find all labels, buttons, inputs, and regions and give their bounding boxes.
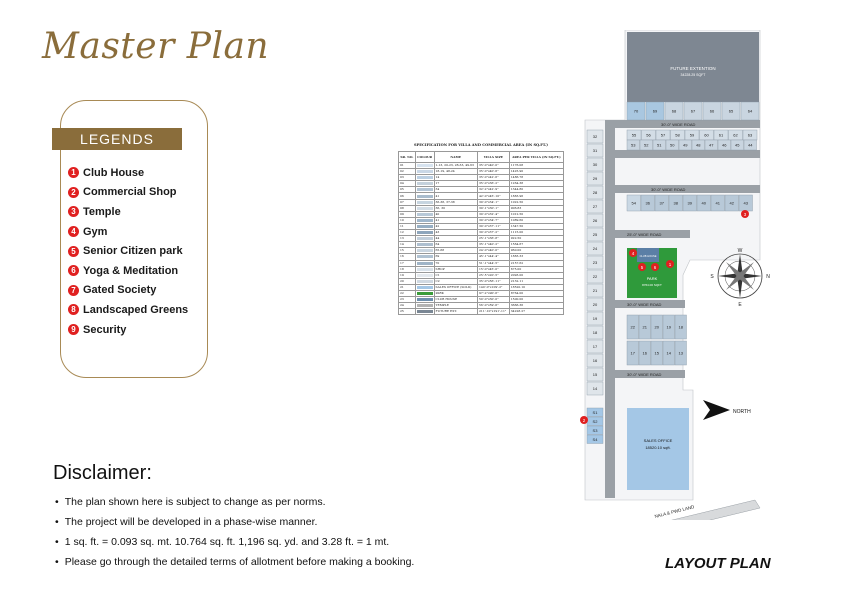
lot-number: 60	[704, 132, 709, 138]
spec-cell: 1883.96	[509, 193, 563, 199]
legend-label: Club House	[83, 166, 145, 179]
legend-number-icon: 5	[68, 246, 79, 257]
spec-cell: 09	[399, 211, 416, 217]
spec-cell: 30'-1"x30'-1"	[478, 205, 510, 211]
lots-row-3	[627, 195, 753, 211]
legend-number-icon: 8	[68, 304, 79, 315]
spec-cell: 45'-1"x44'-4"	[478, 254, 510, 260]
lot-number: 48	[696, 142, 701, 148]
legend-label: Gym	[83, 225, 108, 238]
disclaimer-item: • 1 sq. ft. = 0.093 sq. mt. 10.764 sq. ft. 1,196 sq. yd. and 3.28 ft. = 1 mt.	[55, 535, 414, 555]
page-title: Master Plan	[42, 26, 270, 67]
spec-cell: 43	[434, 230, 478, 236]
spec-cell: 3666.36	[509, 303, 563, 309]
spec-colour-cell	[415, 309, 434, 315]
legend-item	[68, 183, 188, 203]
svg-text:W: W	[737, 248, 743, 254]
spec-cell: 922.50	[509, 236, 563, 242]
spec-cell: 64	[434, 242, 478, 248]
disclaimer-item: • The project will be developed in a phase-wise manner.	[55, 515, 414, 535]
spec-cell: 36-38, 37-38	[434, 199, 478, 205]
specification-table	[398, 143, 564, 315]
spec-cell: 906.83	[509, 205, 563, 211]
spec-cell: 17	[434, 181, 478, 187]
spec-cell: 15	[399, 248, 416, 254]
legend-label: Landscaped Greens	[83, 303, 189, 316]
lot-number: 26	[592, 218, 598, 223]
lot-number: 17	[592, 344, 598, 349]
lot-number: 49	[683, 142, 688, 148]
lot-number: 45	[735, 142, 740, 148]
specification-title: SPECIFICATION FOR VILLA AND COMMERCIAL AREA (IN SQ.FT.)	[414, 143, 548, 147]
svg-text:5: 5	[640, 265, 644, 270]
spec-cell: SALES OFFICE (SOLD)	[434, 284, 478, 290]
spec-cell: 18520.10	[509, 284, 563, 290]
road-2	[605, 150, 760, 158]
spec-cell: 960.00	[509, 248, 563, 254]
lot-number: 42	[729, 200, 734, 206]
spec-cell: 23	[399, 297, 416, 303]
legend-item	[68, 241, 188, 261]
future-extension-label: FUTURE EXTENTION	[670, 66, 716, 71]
spec-cell: 1089.60	[509, 217, 563, 223]
spec-cell: 1344.80	[509, 187, 563, 193]
lot-number: 20	[592, 302, 598, 307]
park-area: 8764.00 SQFT	[642, 283, 662, 287]
road-label: 30'-0" WIDE ROAD	[651, 187, 686, 192]
spec-cell: 211'-10"x191'-11"	[478, 309, 510, 315]
north-label: NORTH	[733, 409, 751, 415]
lot-number: 23	[592, 260, 598, 265]
spec-header: COLOUR	[415, 152, 434, 163]
lot-number: 24	[592, 246, 598, 251]
spec-cell: 14	[399, 242, 416, 248]
lot-number: 30	[592, 162, 598, 167]
spec-cell: 35'-1"x40'-2"	[478, 242, 510, 248]
lot-number: 15	[592, 372, 598, 377]
legend-list	[68, 163, 188, 339]
spec-cell: 44	[434, 236, 478, 242]
spec-cell: C1	[434, 272, 478, 278]
legend-number-icon: 9	[68, 324, 79, 335]
lot-number: 38	[673, 200, 678, 206]
lot-number: 53	[631, 142, 636, 148]
spec-cell: 140'-0"x109'-2"	[478, 284, 510, 290]
spec-cell: 18-19, 48-24	[434, 169, 478, 175]
lot-number: 47	[709, 142, 714, 148]
lot-number: 16	[642, 350, 647, 356]
legend-number-icon: 4	[68, 226, 79, 237]
spec-cell: 51'-1"x44'-5"	[478, 260, 510, 266]
spec-cell: 25'-5"x20'-5"	[478, 272, 510, 278]
spec-cell: 21	[399, 284, 416, 290]
lot-number: 32	[592, 134, 598, 139]
spec-cell: 1264.38	[509, 181, 563, 187]
spec-cell: 12	[399, 230, 416, 236]
spec-cell: 35'-0"x36'-2"	[478, 181, 510, 187]
lot-number: 21	[592, 288, 598, 293]
nala-label: NALA & PWD LAND	[654, 504, 695, 519]
spec-cell: 25	[399, 309, 416, 315]
club-house-label: CLUB HOUSE	[639, 255, 657, 258]
lot-number: 66	[709, 108, 715, 114]
spec-cell: CLUB HOUSE	[434, 297, 478, 303]
spec-cell: 50'-0"x30'-0"	[478, 297, 510, 303]
spec-cell: 40	[434, 211, 478, 217]
spec-cell: 56'-0"x59'-6"	[478, 303, 510, 309]
spec-cell: 22	[399, 290, 416, 296]
lot-number: 59	[689, 132, 695, 138]
spec-cell: 04	[399, 181, 416, 187]
legend-number-icon: 6	[68, 265, 79, 276]
lot-number: 46	[722, 142, 727, 148]
spec-cell: 1500.00	[509, 297, 563, 303]
spec-cell: 69	[434, 254, 478, 260]
layout-plan-title: LAYOUT PLAN	[665, 555, 771, 572]
spec-cell: 11	[399, 223, 416, 229]
legend-item	[68, 300, 188, 320]
legend-label: Security	[83, 323, 127, 336]
lot-number: 28	[592, 190, 598, 195]
lot-number: 37	[659, 200, 664, 206]
spec-cell: 20	[399, 278, 416, 284]
spec-cell: 70	[434, 260, 478, 266]
spec-cell: 06	[399, 193, 416, 199]
spec-cell: 1022.50	[509, 199, 563, 205]
lot-number: S1	[592, 409, 598, 415]
spec-cell: 2157.62	[509, 260, 563, 266]
spec-row	[399, 309, 564, 315]
spec-cell: 01	[399, 163, 416, 169]
spec-cell: TEMPLE	[434, 303, 478, 309]
lot-number: 21	[642, 324, 647, 330]
spec-cell: 42	[434, 223, 478, 229]
spec-cell: 2093.00	[509, 272, 563, 278]
lot-number: 50	[670, 142, 675, 148]
road-label: 30'-0" WIDE ROAD	[627, 372, 662, 377]
spec-header: NAME	[434, 152, 478, 163]
legend-item	[68, 261, 188, 281]
spec-cell: SHOP	[434, 266, 478, 272]
spec-cell: 30'-0"x34'-1"	[478, 199, 510, 205]
lot-number: 18	[592, 330, 598, 335]
svg-text:E: E	[738, 302, 742, 308]
north-arrow-icon	[703, 400, 730, 420]
spec-cell: 17	[399, 260, 416, 266]
lot-number: 22	[630, 324, 635, 330]
lot-number: 13	[678, 350, 683, 356]
lot-number: 31	[592, 148, 598, 153]
lot-number: 52	[644, 142, 649, 148]
spec-header: AREA PER VILLA (IN SQ.FT.)	[509, 152, 563, 163]
svg-text:6: 6	[653, 265, 657, 270]
lot-number: 67	[690, 108, 696, 114]
spec-cell: 15'-0"x45'-0"	[478, 266, 510, 272]
spec-cell: 97'-2"x90'-6"	[478, 290, 510, 296]
spec-cell: 07	[399, 199, 416, 205]
spec-cell: 35'-0"x40'-6"	[478, 169, 510, 175]
lot-number: 18	[678, 324, 683, 330]
lot-number: 70	[633, 108, 639, 114]
lot-number: 63	[747, 132, 753, 138]
spec-cell: 35'-0"x56'-11"	[478, 278, 510, 284]
spec-cell: 30'-0"x34'-7"	[478, 217, 510, 223]
disclaimer-item: • Please go through the detailed terms of allotment before making a booking.	[55, 555, 414, 575]
lot-number: 15	[654, 350, 659, 356]
road-label: 30'-0" WIDE ROAD	[661, 122, 696, 127]
spec-cell: 41	[434, 217, 478, 223]
spec-cell: 8764.00	[509, 290, 563, 296]
legend-label: Temple	[83, 205, 121, 218]
legend-item	[68, 202, 188, 222]
spec-cell: 675.00	[509, 266, 563, 272]
lot-number: 54	[631, 200, 636, 206]
spec-cell: 08	[399, 205, 416, 211]
spec-cell: 13	[399, 236, 416, 242]
sales-office-label: SALES OFFICE	[643, 438, 673, 443]
svg-text:S: S	[710, 274, 714, 280]
lot-number: 69	[652, 108, 658, 114]
legend-number-icon: 3	[68, 206, 79, 217]
spec-cell: 30'-0"x32'-4"	[478, 211, 510, 217]
spec-header: VILLA SIZE	[478, 152, 510, 163]
lots-middle-row-1	[627, 130, 757, 140]
legend-item	[68, 163, 188, 183]
lot-number: 51	[657, 142, 662, 148]
legend-number-icon: 7	[68, 285, 79, 296]
spec-cell: 14	[434, 175, 478, 181]
spec-cell: PARK	[434, 290, 478, 296]
disclaimer-title: Disclaimer:	[53, 462, 152, 484]
spec-cell: 1347.50	[509, 223, 563, 229]
road-label: 25'-0" WIDE ROAD	[627, 232, 662, 237]
legend-item	[68, 320, 188, 340]
spec-cell: 34228.27	[509, 309, 563, 315]
spec-cell: 36, 30	[434, 205, 478, 211]
spec-cell: 41	[434, 193, 478, 199]
disclaimer-list	[55, 495, 414, 575]
lot-number: S2	[592, 418, 598, 424]
lot-number: 41	[715, 200, 720, 206]
spec-cell: C2	[434, 278, 478, 284]
spec-cell: 35'-0"x40'-0"	[478, 163, 510, 169]
spec-cell: FUTURE EXT.	[434, 309, 478, 315]
spec-cell: 30'-0"x37'-2"	[478, 230, 510, 236]
lot-number: 64	[747, 108, 753, 114]
lot-number: 19	[666, 324, 671, 330]
spec-cell: 1486.78	[509, 175, 563, 181]
lot-number: 43	[743, 200, 748, 206]
spec-cell: 1564.67	[509, 242, 563, 248]
spec-cell: 35'-0"x42'-6"	[478, 175, 510, 181]
spec-cell: 1-13, 20-23, 28-33, 49-63	[434, 163, 478, 169]
lot-number: 40	[701, 200, 706, 206]
lot-number: 27	[592, 204, 598, 209]
legend-label: Yoga & Meditation	[83, 264, 179, 277]
legend-label: Senior Citizen park	[83, 245, 183, 258]
lot-number: 19	[592, 316, 598, 321]
spec-cell: 1176.08	[509, 163, 563, 169]
lot-number: S4	[592, 436, 598, 442]
lot-number: 62	[733, 132, 738, 138]
lot-number: 39	[687, 200, 692, 206]
spec-cell: 24	[399, 303, 416, 309]
layout-plan-map	[575, 30, 775, 520]
spec-cell: 10	[399, 217, 416, 223]
lot-number: 22	[592, 274, 598, 279]
park-label: PARK	[646, 276, 658, 281]
lot-number: 36	[645, 200, 650, 206]
disclaimer-item: • The plan shown here is subject to change as per norms.	[55, 495, 414, 515]
spec-cell: 1115.00	[509, 230, 563, 236]
lot-number: 55	[631, 132, 637, 138]
lot-number: 68	[671, 108, 677, 114]
lot-number: 14	[592, 386, 598, 391]
spec-cell: 18	[399, 266, 416, 272]
svg-text:2: 2	[582, 418, 586, 423]
spec-cell: 24'-0"x40'-0"	[478, 248, 510, 254]
spec-cell: 30'-0"x37'-11"	[478, 223, 510, 229]
spec-cell: 1425.90	[509, 169, 563, 175]
lot-number: 20	[654, 324, 659, 330]
spec-header: SR. NO.	[399, 152, 416, 163]
sales-office-area: 18520.10 sqft.	[645, 445, 671, 450]
lot-number: 14	[666, 350, 671, 356]
lot-number: 61	[718, 132, 724, 138]
legend-item	[68, 222, 188, 242]
lot-number: 16	[592, 358, 598, 363]
lot-number: 65	[728, 108, 734, 114]
svg-text:1: 1	[668, 262, 672, 267]
svg-text:4: 4	[631, 251, 635, 256]
road-vertical	[605, 128, 615, 498]
spec-cell: 25'-1"x36'-8"	[478, 236, 510, 242]
spec-cell: 19	[399, 272, 416, 278]
svg-text:N: N	[766, 274, 770, 280]
lot-number: 44	[748, 142, 753, 148]
legend-number-icon: 2	[68, 187, 79, 198]
legend-item	[68, 281, 188, 301]
lot-number: 58	[675, 132, 680, 138]
legend-label: Gated Society	[83, 284, 157, 297]
spec-cell: 65-68	[434, 248, 478, 254]
lots-top-row	[627, 102, 759, 120]
lot-number: S3	[592, 427, 598, 433]
svg-text:3: 3	[743, 212, 747, 217]
future-extension-area: 34228.25 SQFT	[680, 73, 706, 77]
legend-number-icon: 1	[68, 167, 79, 178]
road-label: 30'-0" WIDE ROAD	[627, 302, 662, 307]
spec-cell: 2132.11	[509, 278, 563, 284]
spec-cell: 34	[434, 187, 478, 193]
lot-number: 57	[660, 132, 666, 138]
lot-number: 56	[646, 132, 651, 138]
lot-number: 25	[592, 232, 598, 237]
spec-cell: 42'-0"x45'-10"	[478, 193, 510, 199]
spec-cell: 16	[399, 254, 416, 260]
lot-number: 17	[630, 350, 635, 356]
spec-cell: 02	[399, 169, 416, 175]
spec-cell: 32'-2"x42'-9"	[478, 187, 510, 193]
spec-cell: 1883.33	[509, 254, 563, 260]
lot-number: 29	[592, 176, 598, 181]
spec-cell: 03	[399, 175, 416, 181]
legend-label: Commercial Shop	[83, 186, 177, 199]
spec-cell: 1012.50	[509, 211, 563, 217]
spec-cell: 05	[399, 187, 416, 193]
legend-heading: LEGENDS	[52, 128, 182, 150]
